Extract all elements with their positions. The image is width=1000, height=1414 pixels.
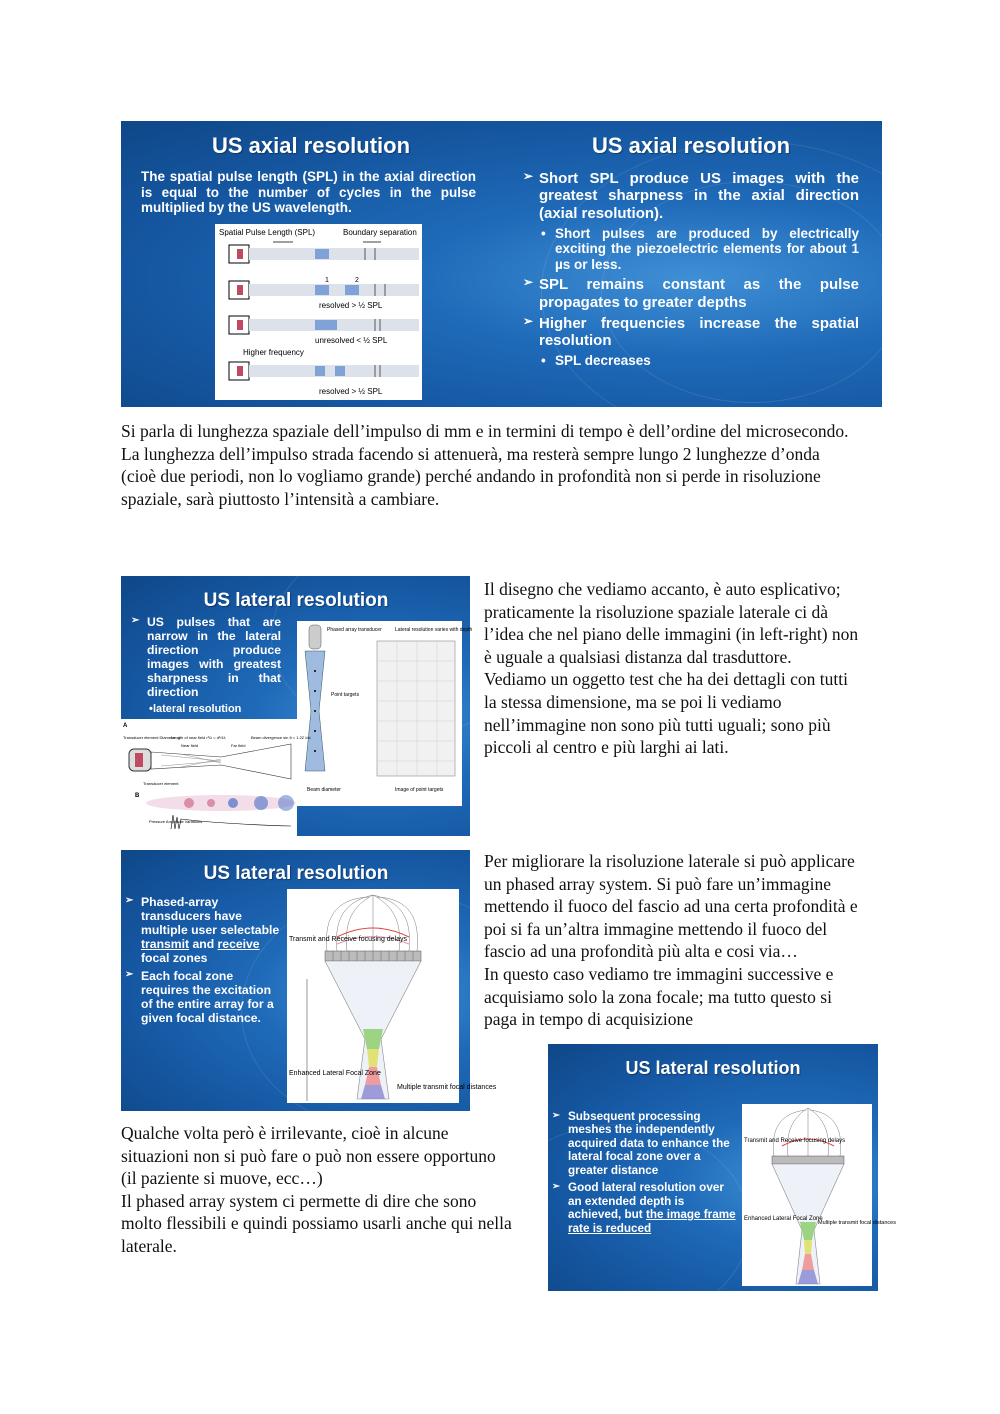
- para4-line: Il phased array system ci permette di dire che sono: [121, 1190, 477, 1211]
- near-field-label: Near field: [181, 743, 199, 748]
- b1-post: focal zones: [141, 951, 208, 966]
- num-2: 2: [355, 277, 359, 284]
- para3-line: mettendo il fuoco del fascio ad una certa profondità e: [484, 896, 858, 917]
- label-a: A: [123, 723, 128, 729]
- para4-line: Qualche volta però è irrilevante, cioè in alcune: [121, 1123, 449, 1143]
- transmit-word: transmit: [141, 937, 190, 952]
- num-1: 1: [325, 277, 329, 284]
- slide-text-left: [141, 169, 476, 216]
- para3-line: Per migliorare la risoluzione laterale si può applicare: [484, 851, 855, 871]
- slide2-bullets: [131, 615, 281, 720]
- b1-pre: Phased-array transducers have multiple user selectable: [141, 895, 280, 938]
- image-point-label: Image of point targets: [395, 787, 444, 793]
- para3-line: paga in tempo di acquisizione: [484, 1009, 693, 1030]
- phased-array-figure: [297, 621, 473, 806]
- para2-line: la stessa dimensione, ma se poi li vediamo: [484, 691, 782, 712]
- transducer-row-1: [229, 245, 419, 263]
- slide4-bullets: [552, 1110, 738, 1239]
- spl-definition: The spatial pulse length (SPL) in the axial direction is equal to the number of cycles in the pulse multiplied by the US wavelength.: [141, 169, 476, 216]
- bullet-subsequent-processing: ➢ Subsequent processing meshes the independently acquired data to enhance the lateral focal zone over a greater distance: [552, 1110, 738, 1177]
- transmit-label: Transmit and Receive focusing delays: [289, 936, 408, 943]
- higher-frequency-label: Higher frequency: [243, 348, 304, 357]
- slide3-bullets: [125, 895, 283, 1029]
- label-b: B: [135, 793, 140, 799]
- paragraph-phased-array: [484, 850, 894, 1031]
- para2-line: nell’immagine non sono più tutti uguali; sono più: [484, 714, 831, 735]
- para2-line: praticamente la risoluzione spaziale laterale ci dà: [484, 601, 828, 622]
- bullet-higher-frequencies: ➢ Higher frequencies increase the spatial resolution: [523, 315, 859, 350]
- bullet-phased-array: [125, 895, 283, 965]
- para2-line: Vediamo un oggetto test che ha dei dettagli con tutti: [484, 669, 849, 690]
- frame-rate-reduced: the image frame rate is reduced: [568, 1208, 736, 1235]
- transducer-row-4: [229, 362, 419, 396]
- bullet-short-spl: ➢ Short SPL produce US images with the greatest sharpness in the axial direction (axial resolution).: [523, 170, 859, 222]
- b1-and: and: [189, 937, 218, 952]
- para2-line: piccoli al centro e più larghi ai lati.: [484, 737, 729, 758]
- sub-spl-decreases: • SPL decreases: [523, 353, 859, 369]
- para4-line: molto flessibili e quindi possiamo usarli anche qui nella: [121, 1213, 512, 1234]
- slide-lateral-resolution-1: [121, 576, 473, 836]
- slide-axial-resolution: [121, 121, 882, 407]
- paragraph-irrelevant: [121, 1122, 541, 1258]
- transducer-label: Transducer element: [143, 781, 179, 786]
- spl-figure: [215, 224, 422, 400]
- paragraph-spl-text: Si parla di lunghezza spaziale dell’impulso di mm e in termini di tempo è dell’ordine del microsecondo. La lunghezza dell’impulso strada facendo si attenuerà, ma resterà sempre lungo 2 lunghezze d’onda (cioè due periodi, non lo vogliamo grande) perché andando in profondità non si perde in risoluzione spaziale, sarà piuttosto l’intensità a cambiare.: [121, 421, 849, 509]
- near-field-length-label: Length of near field r²/λ = d²/4λ: [171, 735, 226, 740]
- bullet-spl-constant: ➢ SPL remains constant as the pulse propagates to greater depths: [523, 276, 859, 311]
- boundary-label: Boundary separation: [343, 228, 417, 237]
- para3-line: un phased array system. Si può fare un’immagine: [484, 873, 831, 894]
- para4-line: laterale.: [121, 1235, 177, 1256]
- para2-line: l’idea che nel piano delle immagini (in left-right) non: [484, 624, 859, 645]
- slide-lateral-resolution-2: [121, 850, 497, 1111]
- slide-bullets-right: [523, 170, 859, 373]
- bullet-narrow-pulses: ➢ US pulses that are narrow in the lateral direction produce images with greatest sharpness in that direction: [131, 615, 281, 699]
- slide2-title: US lateral resolution: [203, 590, 389, 611]
- enhanced-label: Enhanced Lateral Focal Zone: [289, 1070, 381, 1077]
- sub-lateral-resolution: • lateral resolution: [131, 703, 281, 716]
- transmit-label-2: Transmit and Receive focusing delays: [744, 1138, 846, 1144]
- bullet-focal-zone: ➢ Each focal zone requires the excitation of the entire array for a given focal distance.: [125, 969, 283, 1025]
- para3-line: poi si fa un’altra immagine mettendo il fuoco del: [484, 918, 828, 939]
- focal-zone-figure-2: [742, 1104, 896, 1286]
- beam-divergence-figure: [121, 719, 311, 836]
- sub-short-pulses: • Short pulses are produced by electrically exciting the piezoelectric elements for about 1 µs or less.: [523, 226, 859, 273]
- para4-line: (il paziente si muove, ecc…): [121, 1168, 323, 1189]
- paragraph-spl: [121, 420, 856, 510]
- b2-pre: Good lateral resolution over an extended depth is achieved, but: [568, 1181, 724, 1222]
- slide-title-right: US axial resolution: [591, 133, 791, 158]
- para2-line: Il disegno che vediamo accanto, è auto esplicativo;: [484, 579, 841, 599]
- row2-label: resolved > ½ SPL: [319, 301, 383, 310]
- row4-label: resolved > ½ SPL: [319, 387, 383, 396]
- multiple-label-2: Multiple transmit focal distances: [818, 1220, 896, 1226]
- focal-zone-figure: [287, 889, 497, 1103]
- phased-array-label: Phased array transducer: [327, 627, 382, 633]
- far-field-label: Far field: [231, 743, 246, 748]
- spl-label: Spatial Pulse Length (SPL): [219, 228, 316, 237]
- transducer-element-label: Transducer element Diameter, d: [123, 735, 180, 740]
- transducer-row-3: [229, 316, 419, 345]
- paragraph-lateral-drawing: [484, 578, 894, 759]
- enhanced-label-2: Enhanced Lateral Focal Zone: [744, 1216, 823, 1222]
- pressure-label: Pressure Amplitude Variations: [149, 819, 203, 824]
- para3-line: In questo caso vediamo tre immagini successive e: [484, 963, 834, 984]
- slide3-title: US lateral resolution: [203, 863, 389, 884]
- slide-title-left: US axial resolution: [211, 133, 411, 158]
- bullet-good-lateral: [552, 1181, 738, 1235]
- para2-line: è uguale a qualsiasi distanza dal trasduttore.: [484, 646, 792, 667]
- point-targets-label: Point targets: [331, 692, 360, 698]
- beam-divergence-label: Beam divergence sin θ = 1.22 λ/d: [251, 735, 311, 740]
- para4-line: situazioni non si può fare o può non essere opportuno: [121, 1145, 496, 1166]
- para3-line: fascio ad una profondità più alta e cosi via…: [484, 941, 798, 962]
- transducer-row-2: [229, 277, 419, 310]
- beam-diameter-label: Beam diameter: [307, 787, 341, 793]
- lateral-varies-label: Lateral resolution varies with depth: [395, 627, 473, 633]
- para3-line: acquisiamo solo la zona focale; ma tutto questo si: [484, 986, 832, 1007]
- slide-lateral-resolution-3: [548, 1044, 896, 1291]
- multiple-label: Multiple transmit focal distances: [397, 1084, 497, 1091]
- slide4-title: US lateral resolution: [625, 1058, 801, 1078]
- row3-label: unresolved < ½ SPL: [315, 336, 388, 345]
- receive-word: receive: [217, 937, 260, 952]
